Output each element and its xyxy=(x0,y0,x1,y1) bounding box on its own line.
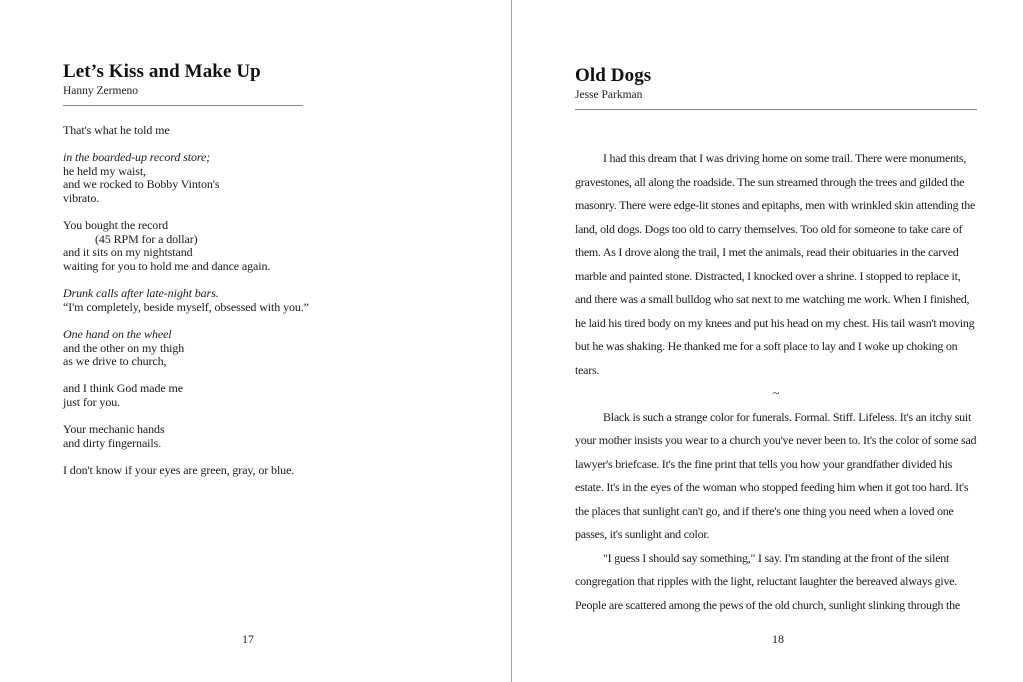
prose-line: People are scattered among the pews of the old church, sunlight slinking through the xyxy=(575,597,960,612)
poem-line: “I'm completely, beside myself, obsessed with you.” xyxy=(63,299,309,314)
poem-line: in the boarded-up record store; xyxy=(63,150,211,165)
prose-line: your mother insists you wear to a church you've never been to. It's the color of some sad xyxy=(575,433,977,447)
header-rule-left xyxy=(63,105,303,106)
prose-line: tears. xyxy=(575,362,600,377)
story-body xyxy=(575,147,977,617)
story-author: Jesse Parkman xyxy=(575,89,643,101)
page-left xyxy=(0,0,511,682)
prose-line: passes, it's sunlight and color. xyxy=(575,527,710,541)
page-number-left: 17 xyxy=(242,632,254,646)
section-separator: ~ xyxy=(772,386,780,400)
prose-line: masonry. There were edge-lit stones and epitaphs, men with wrinkled skin attending the xyxy=(575,198,976,212)
prose-line: "I guess I should say something," I say. I'm standing at the front of the silent xyxy=(603,550,950,565)
page-right-content xyxy=(575,0,977,617)
prose-line: lawyer's briefcase. It's the fine print that tells you how your grandfather divided his xyxy=(575,456,953,471)
poem-author: Hanny Zermeno xyxy=(63,85,139,97)
poem-title: Let’s Kiss and Make Up xyxy=(63,61,261,82)
poem-stanza xyxy=(63,382,448,409)
prose-line: and there was a small bulldog who sat next to me watching me work. When I finished, xyxy=(575,292,970,306)
poem-line: and I think God made me xyxy=(63,381,184,396)
poem-line: Drunk calls after late-night bars. xyxy=(63,286,219,301)
header-rule-right xyxy=(575,109,977,110)
poem-line: That's what he told me xyxy=(63,123,170,137)
prose-line: gravestones, all along the roadside. The sun streamed through the trees and gilded the xyxy=(575,174,965,189)
prose-line: Black is such a strange color for funerals. Formal. Stiff. Lifeless. It's an itchy suit xyxy=(603,409,972,424)
prose-line: the places that sunlight can't go, and if there's one thing you need when a loved one xyxy=(575,503,954,518)
poem-line: (45 RPM for a dollar) xyxy=(95,231,198,246)
prose-line: I had this dream that I was driving home on some trail. There were monuments, xyxy=(603,151,967,165)
poem-line: vibrato. xyxy=(63,190,100,205)
story-paragraph xyxy=(575,406,977,547)
poem-stanza xyxy=(63,124,448,138)
poem-stanza xyxy=(63,423,448,450)
page-number-right: 18 xyxy=(772,632,784,646)
prose-line: land, old dogs. Dogs too old to carry themselves. Too old for someone to take care of xyxy=(575,221,963,236)
poem-line: and the other on my thigh xyxy=(63,340,185,355)
page-left-content xyxy=(63,0,448,477)
poem-line: and it sits on my nightstand xyxy=(63,245,193,260)
prose-line: he laid his tired body on my knees and put his head on my chest. His tail wasn't moving xyxy=(575,315,975,330)
prose-line: estate. It's in the eyes of the woman who stopped feeding him when it got too hard. It's xyxy=(575,480,969,494)
poem-line: You bought the record xyxy=(63,218,169,233)
poem-line: he held my waist, xyxy=(63,163,146,178)
poem-line: just for you. xyxy=(63,394,121,409)
page-right xyxy=(512,0,1023,682)
poem-stanza xyxy=(63,287,448,314)
poem-line: waiting for you to hold me and dance again. xyxy=(63,258,271,273)
poem-line: Your mechanic hands xyxy=(63,422,165,437)
poem-line: and dirty fingernails. xyxy=(63,435,162,450)
prose-line: them. As I drove along the trail, I met the animals, read their obituaries in the carved xyxy=(575,245,959,259)
story-title: Old Dogs xyxy=(575,65,652,86)
poem-stanza xyxy=(63,464,448,478)
poem-line: One hand on the wheel xyxy=(63,326,172,341)
poem-body xyxy=(63,124,448,477)
poem-stanza xyxy=(63,219,448,273)
poem-line: as we drive to church, xyxy=(63,354,167,369)
story-paragraph xyxy=(575,547,977,618)
prose-line: marble and painted stone. Distracted, I knocked over a shrine. I stopped to replace it, xyxy=(575,268,961,283)
prose-line: congregation that ripples with the light, reluctant laughter the bereaved always give. xyxy=(575,574,958,588)
poem-stanza xyxy=(63,328,448,369)
prose-line: but he was shaking. He thanked me for a soft place to lay and I woke up choking on xyxy=(575,339,958,353)
story-paragraph xyxy=(575,147,977,382)
poem-line: I don't know if your eyes are green, gray, or blue. xyxy=(63,462,295,477)
poem-stanza xyxy=(63,151,448,205)
poem-line: and we rocked to Bobby Vinton's xyxy=(63,177,220,192)
